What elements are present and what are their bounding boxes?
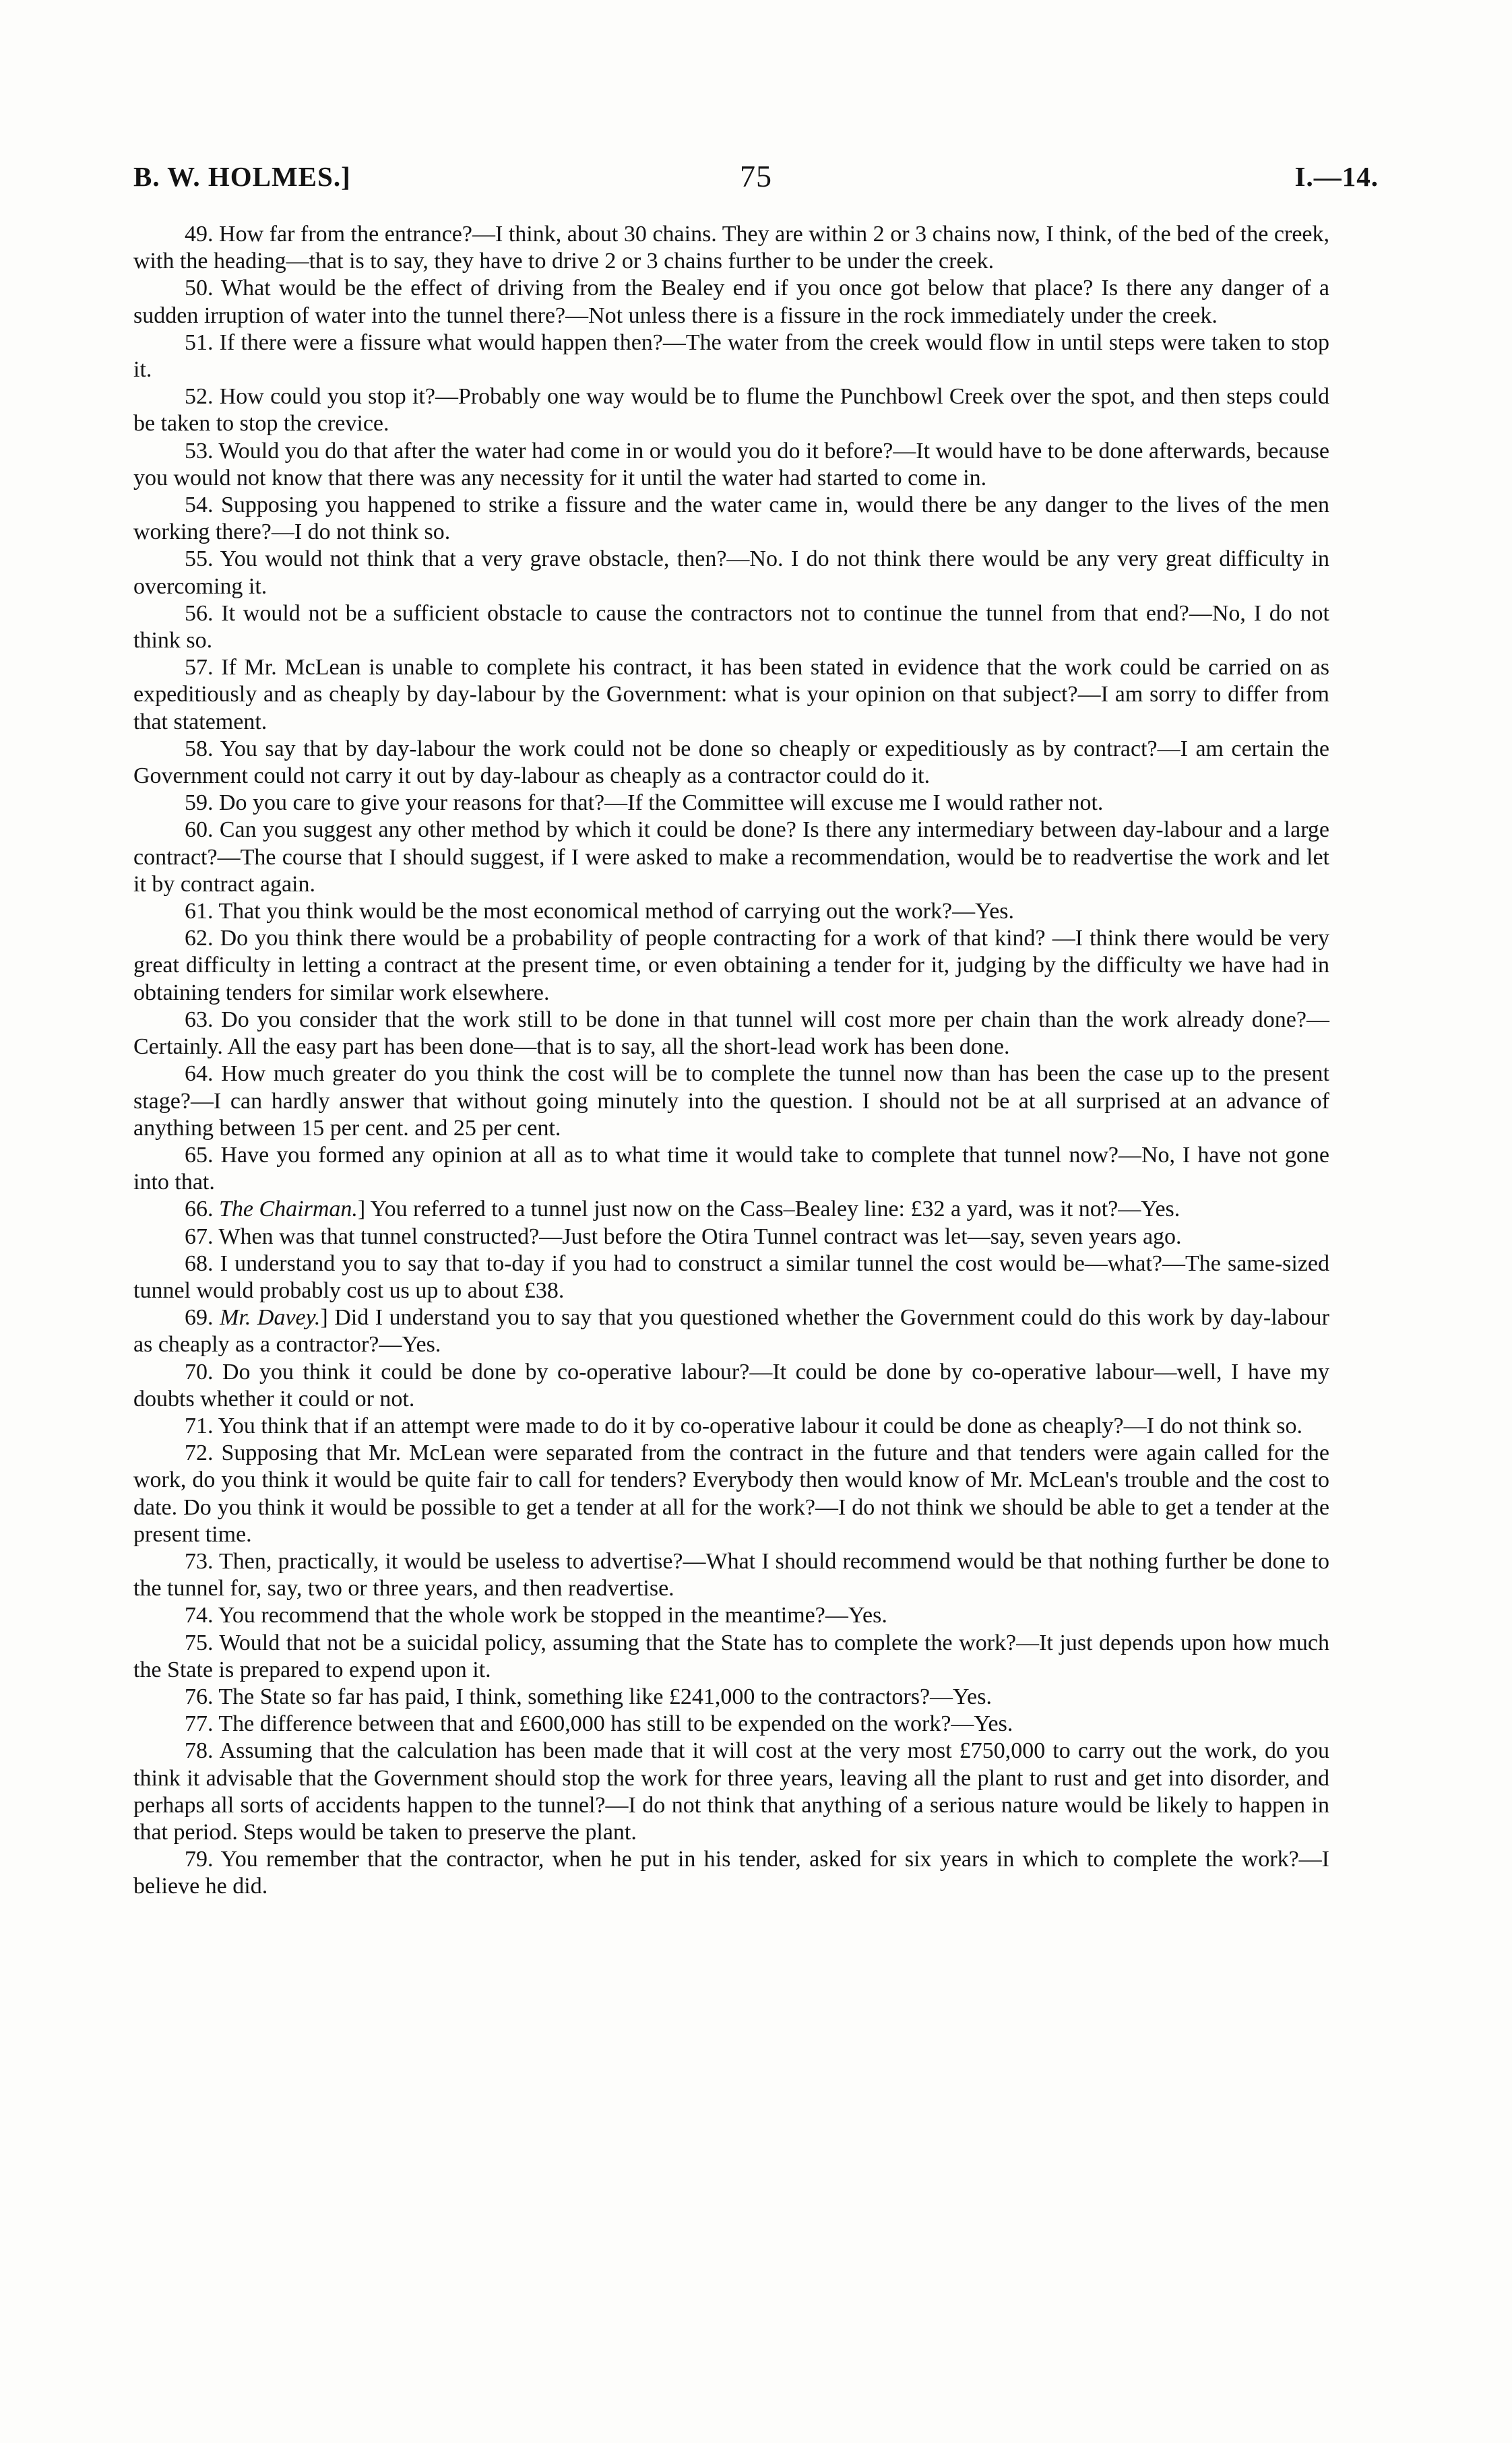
question-79: 79. You remember that the contractor, when he put in his tender, asked for six years in which to complete the work?—I believe he did.	[133, 1847, 1329, 1899]
question-78: 78. Assuming that the calculation has been made that it will cost at the very most £750,000 to carry out the work, do you think it advisable that the Government should stop the work for three years, leaving all the plant to rust and get into disorder, and perhaps all sorts of accidents happen to the tunnel?—I do not think that anything of a serious nature would be likely to happen in that period. Steps would be taken to preserve the plant.	[133, 1738, 1329, 1845]
question-69: 69. Mr. Davey.] Did I understand you to say that you questioned whether the Government could do this work by day-labour as cheaply as a contractor?—Yes.	[133, 1305, 1330, 1358]
question-58: 58. You say that by day-labour the work could not be done so cheaply or expeditiously as by contract?—I am certain the Government could not carry it out by day-labour as cheaply as a contractor could do it.	[133, 736, 1329, 789]
question-71: 71. You think that if an attempt were made to do it by co-operative labour it could be done as cheaply?—I do not think so.	[185, 1413, 1303, 1438]
parliamentary-paper-number: I.—14.	[1294, 161, 1379, 192]
question-76: 76. The State so far has paid, I think, something like £241,000 to the contractors?—Yes.	[185, 1684, 993, 1709]
question-60: 60. Can you suggest any other method by which it could be done? Is there any intermediary between day-labour and a large contract?—The course that I should suggest, if I were asked to make a recommendation, would be to readvertise the work and let it by contract again.	[133, 817, 1329, 897]
running-header	[133, 156, 1379, 197]
question-56: 56. It would not be a sufficient obstacle to cause the contractors not to continue the tunnel from that end?—No, I do not think so.	[133, 600, 1329, 654]
question-55: 55. You would not think that a very grave obstacle, then?—No. I do not think there would be any very great difficulty in overcoming it.	[133, 546, 1329, 599]
question-53: 53. Would you do that after the water had come in or would you do it before?—It would have to be done afterwards, because you would not know that there was any necessity for it until the water had started to come in.	[133, 438, 1329, 490]
question-64: 64. How much greater do you think the cost will be to complete the tunnel now than has been the case up to the present stage?—I can hardly answer that without going minutely into the question. I should not be at all surprised at an advance of anything between 15 per cent. and 25 per cent.	[133, 1061, 1329, 1141]
question-49: 49. How far from the entrance?—I think, about 30 chains. They are within 2 or 3 chains now, I think, of the bed of the creek, with the heading—that is to say, they have to drive 2 or 3 chains further to be under the creek.	[133, 222, 1329, 274]
page-number: 75	[740, 159, 772, 193]
question-52: 52. How could you stop it?—Probably one way would be to flume the Punchbowl Creek over the spot, and then steps could be taken to stop the crevice.	[133, 384, 1329, 437]
question-59: 59. Do you care to give your reasons for that?—If the Committee will excuse me I would rather not.	[185, 790, 1104, 816]
question-57: 57. If Mr. McLean is unable to complete his contract, it has been stated in evidence that the work could be carried on as expeditiously and as cheaply by day-labour by the Government: what is your opinion on that subject?—I am sorry to differ from that statement.	[133, 655, 1329, 734]
witness-name-header: B. W. HOLMES.]	[133, 161, 351, 192]
question-66: 66. The Chairman.] You referred to a tunnel just now on the Cass–Bealey line: £32 a yard, was it not?—Yes.	[185, 1197, 1180, 1222]
question-68: 68. I understand you to say that to-day if you had to construct a similar tunnel the cost would be—what?—The same-sized tunnel would probably cost us up to about £38.	[133, 1250, 1329, 1303]
question-61: 61. That you think would be the most economical method of carrying out the work?—Yes.	[185, 899, 1015, 924]
question-62: 62. Do you think there would be a probability of people contracting for a work of that kind? —I think there would be very great difficulty in letting a contract at the present time, or even obtaining a tender for it, judging by the difficulty we have had in obtaining tenders for similar work elsewhere.	[133, 926, 1329, 1005]
evidence-text	[133, 221, 1329, 1901]
question-70: 70. Do you think it could be done by co-operative labour?—It could be done by co-operative labour—well, I have my doubts whether it could or not.	[133, 1359, 1329, 1411]
question-50: 50. What would be the effect of driving from the Bealey end if you once got below that place? Is there any danger of a sudden irruption of water into the tunnel there?—Not unless there is a fissure in the rock immediately under the creek.	[133, 276, 1329, 328]
question-77: 77. The difference between that and £600,000 has still to be expended on the work?—Yes.	[185, 1711, 1013, 1737]
question-65: 65. Have you formed any opinion at all as to what time it would take to complete that tunnel now?—No, I have not gone into that.	[133, 1142, 1329, 1195]
question-72: 72. Supposing that Mr. McLean were separated from the contract in the future and that tenders were again called for the work, do you think it would be quite fair to call for tenders? Everybody then would know of Mr. McLean's trouble and the cost to date. Do you think it would be possible to get a tender at all for the work?—I do not think we should be able to get a tender at the present time.	[133, 1440, 1329, 1547]
question-67: 67. When was that tunnel constructed?—Just before the Otira Tunnel contract was let—say, seven years ago.	[185, 1224, 1182, 1249]
question-73: 73. Then, practically, it would be useless to advertise?—What I should recommend would be that nothing further be done to the tunnel for, say, two or three years, and then readvertise.	[133, 1548, 1329, 1601]
question-74: 74. You recommend that the whole work be stopped in the meantime?—Yes.	[185, 1603, 887, 1628]
question-51: 51. If there were a fissure what would happen then?—The water from the creek would flow in until steps were taken to stop it.	[133, 329, 1329, 383]
question-63: 63. Do you consider that the work still to be done in that tunnel will cost more per chain than the work already done?—Certainly. All the easy part has been done—that is to say, all the short-lead work has been done.	[133, 1007, 1329, 1060]
question-54: 54. Supposing you happened to strike a fissure and the water came in, would there be any danger to the lives of the men working there?—I do not think so.	[133, 493, 1329, 545]
question-75: 75. Would that not be a suicidal policy, assuming that the State has to complete the work?—It just depends upon how much the State is prepared to expend upon it.	[133, 1630, 1329, 1682]
